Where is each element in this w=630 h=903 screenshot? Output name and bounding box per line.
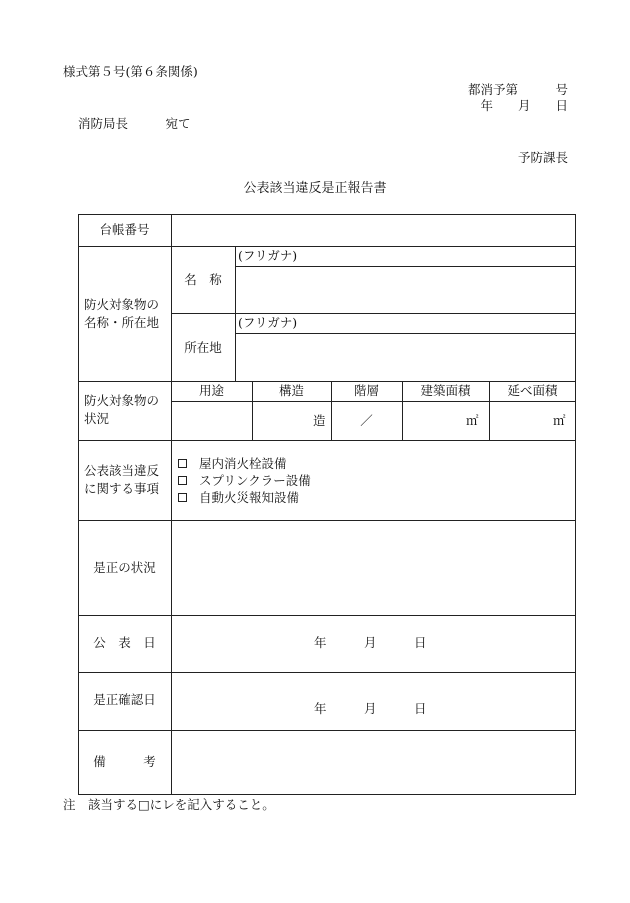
publication-date-label: 公 表 日 bbox=[93, 635, 156, 650]
location-label: 所在地 bbox=[184, 340, 222, 355]
col-structure-header: 構造 bbox=[278, 383, 304, 398]
col-floors-header: 階層 bbox=[353, 383, 379, 398]
violation-option-hydrant[interactable]: 屋内消火栓設備 bbox=[178, 458, 287, 471]
violation-option-fire-alarm[interactable]: 自動火災報知設備 bbox=[178, 492, 299, 505]
checkbox[interactable] bbox=[178, 493, 187, 502]
correction-status-label: 是正の状況 bbox=[93, 560, 156, 575]
correction-confirm-date-value[interactable]: 年 月 日 bbox=[314, 701, 427, 716]
col-building-area-header: 建築面積 bbox=[420, 383, 471, 398]
status-label: 防火対象物の 状況 bbox=[84, 393, 160, 426]
name-label: 名 称 bbox=[184, 272, 222, 287]
location-field[interactable] bbox=[240, 338, 570, 376]
report-date: 年 月 日 bbox=[480, 98, 568, 113]
floors-slash: ／ bbox=[360, 413, 373, 428]
floor-area-unit: ㎡ bbox=[553, 413, 566, 428]
remarks-field[interactable] bbox=[176, 736, 571, 790]
name-location-label: 防火対象物の 名称・所在地 bbox=[84, 297, 160, 330]
sender: 予防課長 bbox=[517, 150, 568, 165]
publication-date-value[interactable]: 年 月 日 bbox=[314, 635, 427, 650]
building-area-unit: ㎡ bbox=[466, 413, 479, 428]
name-field[interactable] bbox=[240, 272, 570, 308]
structure-suffix: 造 bbox=[313, 413, 326, 428]
document-title: 公表該当違反是正報告書 bbox=[243, 181, 387, 196]
violation-option-sprinkler[interactable]: スプリンクラー設備 bbox=[178, 475, 311, 488]
checkbox[interactable] bbox=[178, 476, 187, 485]
furigana-name: (フリガナ) bbox=[238, 248, 298, 263]
violation-label: 公表該当違反 に関する事項 bbox=[84, 463, 160, 496]
correction-status-field[interactable] bbox=[176, 526, 571, 610]
document-number: 都消予第 号 bbox=[467, 82, 568, 97]
ledger-number-field[interactable] bbox=[176, 224, 571, 240]
footnote: 注 該当する□にレを記入すること。 bbox=[63, 797, 275, 812]
form-number: 様式第５号(第６条関係) bbox=[63, 64, 198, 79]
correction-confirm-date-label: 是正確認日 bbox=[93, 692, 156, 707]
col-use-header: 用途 bbox=[198, 383, 224, 398]
checkbox[interactable] bbox=[178, 459, 187, 468]
col-floor-area-header: 延べ面積 bbox=[507, 383, 558, 398]
furigana-location: (フリガナ) bbox=[238, 315, 298, 330]
ledger-number-label: 台帳番号 bbox=[99, 222, 150, 237]
remarks-label: 備 考 bbox=[93, 754, 156, 769]
addressee: 消防局長 宛て bbox=[78, 116, 191, 131]
